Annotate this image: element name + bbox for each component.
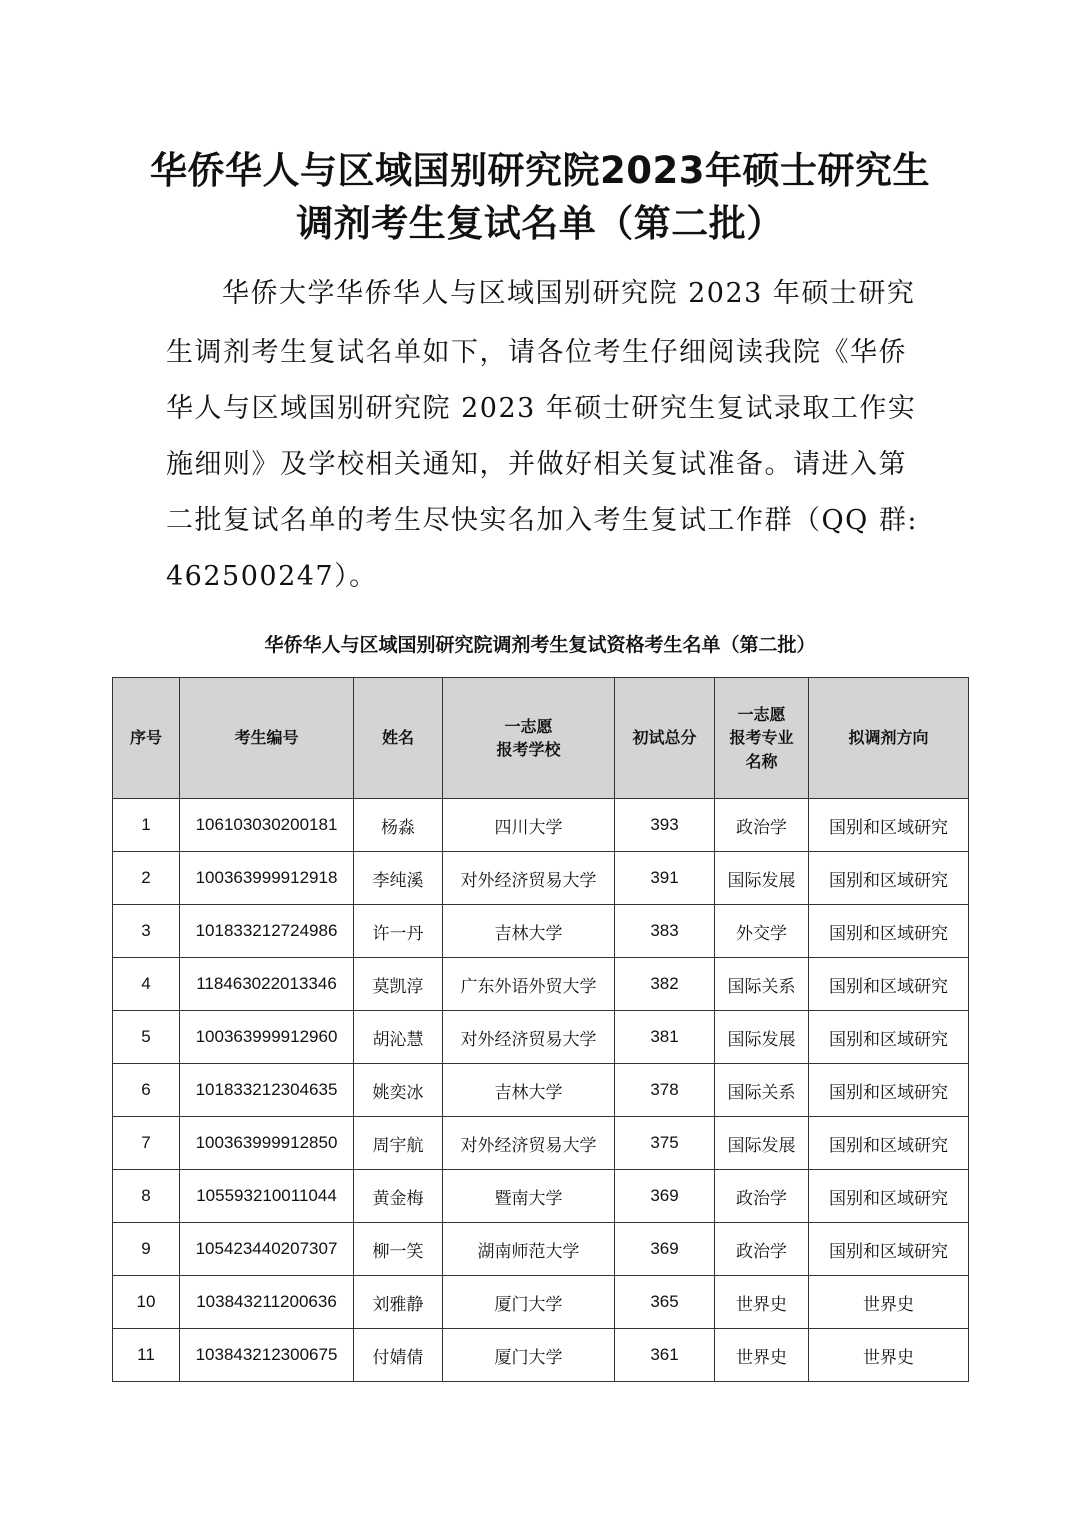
table-row — [113, 1011, 969, 1064]
cell-name: 姚奕冰 — [354, 1064, 443, 1117]
table-row — [113, 1064, 969, 1117]
cell-candidate-id: 100363999912960 — [180, 1011, 354, 1064]
cell-school: 广东外语外贸大学 — [443, 958, 615, 1011]
cell-candidate-id: 100363999912850 — [180, 1117, 354, 1170]
cell-name: 刘雅静 — [354, 1276, 443, 1329]
header-name: 姓名 — [354, 678, 443, 799]
cell-index: 11 — [113, 1329, 180, 1382]
table-row — [113, 1276, 969, 1329]
table-row — [113, 905, 969, 958]
paragraph-line-1: 华侨大学华侨华人与区域国别研究院 2023 年硕士研究 — [222, 278, 916, 309]
table-row — [113, 799, 969, 852]
cell-school: 四川大学 — [443, 799, 615, 852]
document-title-line-1: 华侨华人与区域国别研究院2023年硕士研究生 — [150, 149, 930, 192]
paragraph-line-2: 生调剂考生复试名单如下，请各位考生仔细阅读我院《华侨 — [166, 337, 907, 368]
cell-name: 黄金梅 — [354, 1170, 443, 1223]
cell-school: 厦门大学 — [443, 1276, 615, 1329]
header-school-line-2: 报考学校 — [496, 740, 561, 759]
cell-name: 李纯溪 — [354, 852, 443, 905]
cell-score: 382 — [615, 958, 715, 1011]
cell-major: 政治学 — [715, 1223, 809, 1276]
cell-major: 国际发展 — [715, 852, 809, 905]
paragraph-line-3: 华人与区域国别研究院 2023 年硕士研究生复试录取工作实 — [166, 393, 917, 424]
table-row — [113, 1329, 969, 1382]
cell-direction: 国别和区域研究 — [809, 1117, 969, 1170]
cell-candidate-id: 105423440207307 — [180, 1223, 354, 1276]
table-row — [113, 1223, 969, 1276]
cell-direction: 世界史 — [809, 1276, 969, 1329]
cell-candidate-id: 103843212300675 — [180, 1329, 354, 1382]
cell-school: 湖南师范大学 — [443, 1223, 615, 1276]
cell-score: 369 — [615, 1170, 715, 1223]
header-index: 序号 — [113, 678, 180, 799]
cell-school: 对外经济贸易大学 — [443, 1117, 615, 1170]
cell-name: 付婧倩 — [354, 1329, 443, 1382]
cell-score: 393 — [615, 799, 715, 852]
cell-score: 375 — [615, 1117, 715, 1170]
cell-school: 暨南大学 — [443, 1170, 615, 1223]
table-header-row — [113, 678, 969, 799]
paragraph-line-5: 二批复试名单的考生尽快实名加入考生复试工作群（QQ 群: — [166, 505, 918, 536]
table-row — [113, 852, 969, 905]
table-row — [113, 1117, 969, 1170]
cell-direction: 国别和区域研究 — [809, 905, 969, 958]
header-major-line-3: 名称 — [745, 751, 778, 771]
cell-major: 世界史 — [715, 1329, 809, 1382]
cell-major: 国际关系 — [715, 1064, 809, 1117]
cell-index: 3 — [113, 905, 180, 958]
cell-major: 国际发展 — [715, 1011, 809, 1064]
cell-name: 柳一笑 — [354, 1223, 443, 1276]
cell-school: 吉林大学 — [443, 905, 615, 958]
header-school — [443, 678, 615, 799]
header-score: 初试总分 — [615, 678, 715, 799]
cell-direction: 国别和区域研究 — [809, 1223, 969, 1276]
table-title: 华侨华人与区域国别研究院调剂考生复试资格考生名单（第二批） — [264, 634, 816, 656]
cell-direction: 国别和区域研究 — [809, 1011, 969, 1064]
cell-index: 9 — [113, 1223, 180, 1276]
cell-index: 1 — [113, 799, 180, 852]
header-direction: 拟调剂方向 — [809, 678, 969, 799]
cell-index: 4 — [113, 958, 180, 1011]
cell-school: 厦门大学 — [443, 1329, 615, 1382]
cell-direction: 国别和区域研究 — [809, 1170, 969, 1223]
cell-name: 周宇航 — [354, 1117, 443, 1170]
cell-name: 莫凯淳 — [354, 958, 443, 1011]
header-school-line-1: 一志愿 — [504, 716, 553, 736]
header-candidate-id: 考生编号 — [180, 678, 354, 799]
cell-candidate-id: 103843211200636 — [180, 1276, 354, 1329]
cell-score: 381 — [615, 1011, 715, 1064]
paragraph-line-4: 施细则》及学校相关通知，并做好相关复试准备。请进入第 — [166, 449, 907, 480]
cell-candidate-id: 101833212724986 — [180, 905, 354, 958]
table-row — [113, 1170, 969, 1223]
cell-name: 许一丹 — [354, 905, 443, 958]
cell-index: 2 — [113, 852, 180, 905]
cell-major: 外交学 — [715, 905, 809, 958]
cell-major: 政治学 — [715, 1170, 809, 1223]
cell-school: 对外经济贸易大学 — [443, 1011, 615, 1064]
cell-direction: 世界史 — [809, 1329, 969, 1382]
cell-direction: 国别和区域研究 — [809, 958, 969, 1011]
cell-candidate-id: 101833212304635 — [180, 1064, 354, 1117]
cell-score: 383 — [615, 905, 715, 958]
cell-index: 10 — [113, 1276, 180, 1329]
cell-name: 胡沁慧 — [354, 1011, 443, 1064]
cell-major: 政治学 — [715, 799, 809, 852]
cell-score: 369 — [615, 1223, 715, 1276]
cell-score: 378 — [615, 1064, 715, 1117]
cell-candidate-id: 100363999912918 — [180, 852, 354, 905]
cell-name: 杨淼 — [354, 799, 443, 852]
cell-candidate-id: 118463022013346 — [180, 958, 354, 1011]
table-row — [113, 958, 969, 1011]
cell-major: 世界史 — [715, 1276, 809, 1329]
cell-index: 6 — [113, 1064, 180, 1117]
cell-score: 361 — [615, 1329, 715, 1382]
paragraph-line-6: 462500247）。 — [166, 561, 378, 592]
header-major-line-1: 一志愿 — [737, 705, 786, 725]
candidate-table — [112, 677, 969, 1382]
cell-index: 8 — [113, 1170, 180, 1223]
header-major-line-2: 报考专业 — [729, 728, 794, 748]
cell-score: 391 — [615, 852, 715, 905]
cell-candidate-id: 106103030200181 — [180, 799, 354, 852]
cell-direction: 国别和区域研究 — [809, 852, 969, 905]
cell-school: 对外经济贸易大学 — [443, 852, 615, 905]
cell-candidate-id: 105593210011044 — [180, 1170, 354, 1223]
cell-major: 国际发展 — [715, 1117, 809, 1170]
cell-index: 5 — [113, 1011, 180, 1064]
document-title-line-2: 调剂考生复试名单（第二批） — [296, 202, 784, 245]
cell-direction: 国别和区域研究 — [809, 1064, 969, 1117]
cell-score: 365 — [615, 1276, 715, 1329]
cell-major: 国际关系 — [715, 958, 809, 1011]
cell-index: 7 — [113, 1117, 180, 1170]
header-major — [715, 678, 809, 799]
cell-school: 吉林大学 — [443, 1064, 615, 1117]
cell-direction: 国别和区域研究 — [809, 799, 969, 852]
